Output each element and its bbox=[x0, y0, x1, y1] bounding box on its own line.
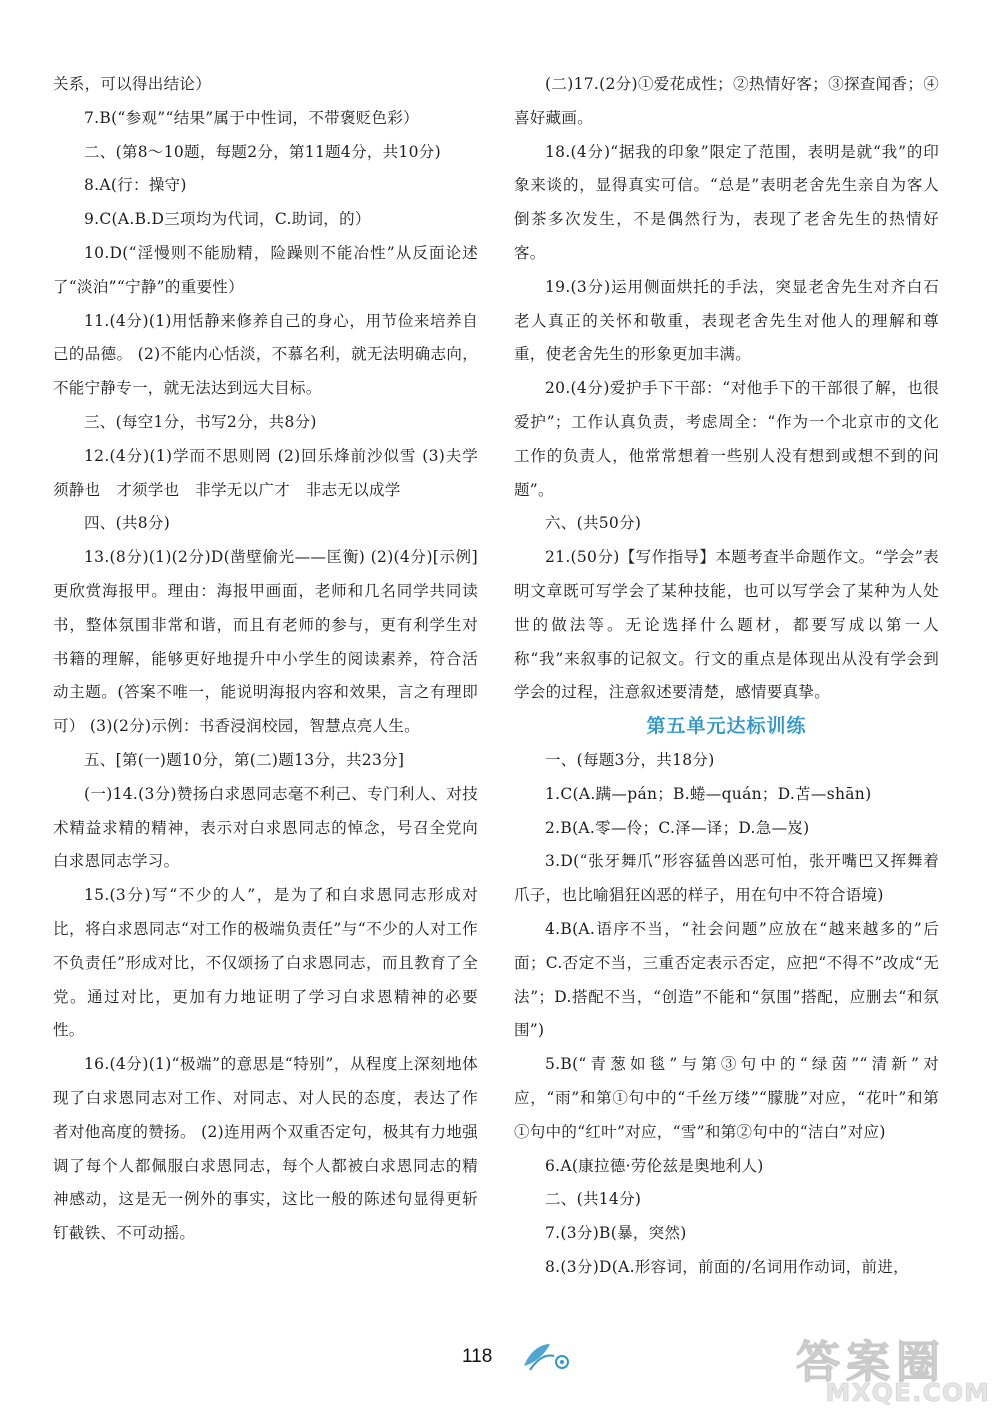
answer-paragraph: 三、(每空1分，书写2分，共8分) bbox=[84, 412, 317, 431]
answer-paragraph: 六、(共50分) bbox=[545, 514, 642, 533]
answer-paragraph: 18.(4分)“据我的印象”限定了范围，表明是就“我”的印象来谈的，显得真实可信。“总是”表明老舍先生亲自为客人倒茶多次发生，不是偶然行为，表现了老舍先生的热情好客。 bbox=[514, 142, 939, 262]
answer-paragraph: 3.D(“张牙舞爪”形容猛兽凶恶可怕，张开嘴巴又挥舞着爪子，也比喻猖狂凶恶的样子，用在句中不符合语境) bbox=[514, 852, 939, 905]
watermark-url: MXQE.COM bbox=[825, 1378, 990, 1407]
answer-paragraph: 一、(每题3分，共18分) bbox=[545, 750, 715, 769]
answer-paragraph: 11.(4分)(1)用恬静来修养自己的身心，用节俭来培养自己的品德。 (2)不能内心恬淡，不慕名利，就无法明确志向，不能宁静专一，就无法达到远大目标。 bbox=[53, 311, 478, 398]
answer-paragraph: 2.B(A.零—伶；C.泽—译；D.急—岌) bbox=[545, 818, 810, 837]
right-column bbox=[514, 68, 939, 1285]
answer-paragraph: 4.B(A.语序不当，“社会问题”应放在“越来越多的”后面；C.否定不当，三重否定表示否定，应把“不得不”改成“无法”；D.搭配不当，“创造”不能和“氛围”搭配，应删去“和氛围”) bbox=[514, 919, 939, 1040]
answer-paragraph: 四、(共8分) bbox=[84, 514, 171, 533]
answer-paragraph: 5.B(“青葱如毯”与第③句中的“绿茵”“清新”对应，“雨”和第①句中的“千丝万缕”“朦胧”对应，“花叶”和第①句中的“红叶”对应，“雪”和第②句中的“洁白”对应) bbox=[514, 1055, 939, 1141]
answer-paragraph: 1.C(A.蹒—pán；B.蜷—quán；D.苫—shān) bbox=[545, 784, 872, 803]
answer-paragraph: 9.C(A.B.D三项均为代词，C.助词，的） bbox=[84, 210, 371, 229]
page-number: 118 bbox=[462, 1346, 493, 1367]
answer-paragraph: 7.(3分)B(暴，突然) bbox=[545, 1224, 687, 1243]
answer-paragraph: 13.(8分)(1)(2分)D(凿壁偷光——匡衡) (2)(4分)[示例]更欣赏海报甲。理由：海报甲画面，老师和几名同学共同读书，整体氛围非常和谐，而且有老师的参与，更有利学生对书籍的理解，能够更好地提升中小学生的阅读素养，符合活动主题。(答案不唯一，能说明海报内容和效果，言之有理即可） (3)(2分)示例：书香浸润校园，智慧点亮人生。 bbox=[53, 548, 478, 736]
answer-paragraph: 五、[第(一)题10分，第(二)题13分，共23分] bbox=[84, 750, 405, 769]
watermark-text: 答案圈 bbox=[796, 1337, 946, 1388]
answer-paragraph: 8.A(行：操守) bbox=[84, 176, 187, 195]
leaf-swirl-icon bbox=[520, 1340, 572, 1374]
answer-paragraph: 16.(4分)(1)“极端”的意思是“特别”，从程度上深刻地体现了白求恩同志对工作、对同志、对人民的态度，表达了作者对他高度的赞扬。 (2)连用两个双重否定句，极其有力地强调了每个人都佩服白求恩同志，每个人都被白求恩同志的精神感动，这是无一例外的事实，这比一般的陈述句显得更斩钉截铁、不可动摇。 bbox=[53, 1055, 478, 1243]
answer-paragraph: 15.(3分)写“不少的人”，是为了和白求恩同志形成对比，将白求恩同志“对工作的极端负责任”与“不少的人对工作不负责任”形成对比，不仅颂扬了白求恩同志，而且教育了全党。通过对比，更加有力地证明了学习白求恩精神的必要性。 bbox=[53, 886, 478, 1040]
left-column bbox=[53, 68, 478, 1251]
right-column-part-2 bbox=[514, 744, 939, 1285]
answer-paragraph: 10.D(“淫慢则不能励精，险躁则不能冶性”从反面论述了“淡泊”“宁静”的重要性） bbox=[53, 243, 478, 296]
section-title: 第五单元达标训练 bbox=[646, 715, 807, 738]
right-column-part-1 bbox=[514, 68, 939, 710]
answer-paragraph: 19.(3分)运用侧面烘托的手法，突显老舍先生对齐白石老人真正的关怀和敬重，表现老舍先生对他人的理解和尊重，使老舍先生的形象更加丰满。 bbox=[514, 277, 939, 364]
answer-paragraph: 20.(4分)爱护手下干部：“对他手下的干部很了解，也很爱护”；工作认真负责，考虑周全：“作为一个北京市的文化工作的负责人，他常常想着一些别人没有想到或想不到的问题”。 bbox=[514, 379, 939, 499]
answer-paragraph: 二、(共14分) bbox=[545, 1190, 642, 1209]
answer-paragraph: 12.(4分)(1)学而不思则罔 (2)回乐烽前沙似雪 (3)夫学须静也 才须学也 非学无以广才 非志无以成学 bbox=[53, 446, 478, 499]
answer-paragraph: 7.B(“参观”“结果”属于中性词，不带褒贬色彩） bbox=[84, 108, 419, 127]
answer-paragraph: 8.(3分)D(A.形容词，前面的/名词用作动词，前进， bbox=[545, 1257, 909, 1276]
answer-paragraph: (二)17.(2分)①爱花成性；②热情好客；③探查闻香；④喜好藏画。 bbox=[514, 75, 939, 127]
answer-paragraph: 6.A(康拉德·劳伦兹是奥地利人) bbox=[545, 1156, 764, 1175]
answer-paragraph: 21.(50分)【写作指导】本题考查半命题作文。“学会”表明文章既可写学会了某种技能，也可以写学会了某种为人处世的做法等。无论选择什么题材，都要写成以第一人称“我”来叙事的记叙文。行文的重点是体现出从没有学会到学会的过程，注意叙述要清楚，感情要真挚。 bbox=[514, 548, 939, 702]
answer-paragraph: 二、(第8～10题，每题2分，第11题4分，共10分) bbox=[84, 142, 441, 161]
answer-paragraph: (一)14.(3分)赞扬白求恩同志毫不利己、专门利人、对技术精益求精的精神，表示对白求恩同志的悼念，号召全党向白求恩同志学习。 bbox=[53, 784, 478, 871]
watermark bbox=[752, 1320, 990, 1410]
answer-paragraph: 关系，可以得出结论） bbox=[53, 75, 212, 93]
